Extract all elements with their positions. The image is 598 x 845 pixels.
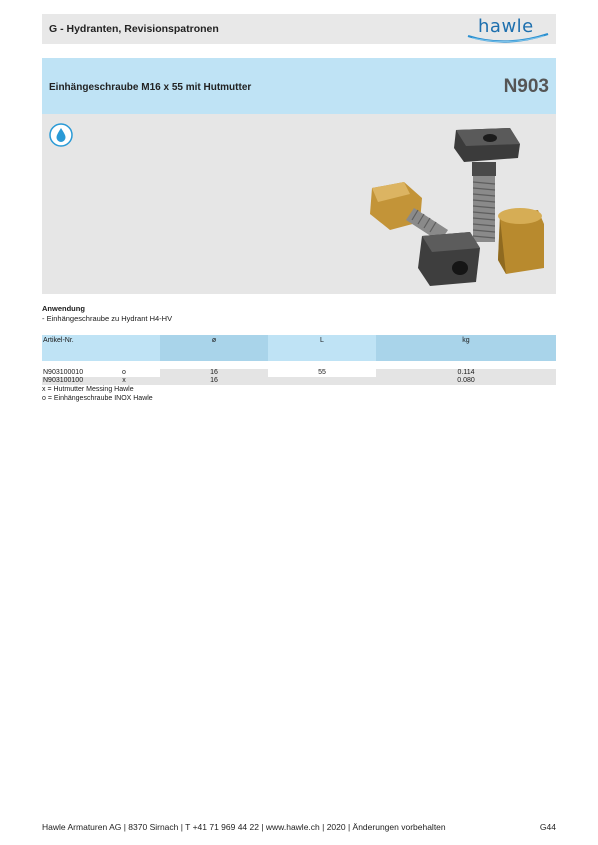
table-gap (42, 361, 556, 369)
category-bar (42, 14, 556, 44)
brand-wordmark: hawle (478, 16, 534, 37)
header-length: L (268, 335, 376, 361)
page-number: G44 (539, 822, 556, 832)
cell-diameter: 16 (160, 377, 268, 385)
header-diameter: ø (160, 335, 268, 361)
header-article-no: Artikel-Nr. (42, 335, 88, 361)
cell-variant: o (88, 369, 160, 377)
cell-weight: 0.114 (376, 369, 556, 377)
legend (42, 385, 153, 403)
table-row (42, 377, 556, 385)
usage-section (42, 304, 172, 323)
product-code: N903 (503, 76, 549, 97)
footer (42, 822, 556, 832)
table-header-row (42, 335, 556, 361)
cell-article-no: N903100010 (42, 369, 88, 377)
hawle-logo (466, 16, 550, 42)
product-image-panel (42, 114, 556, 294)
product-name: Einhängeschraube M16 x 55 mit Hutmutter (49, 82, 252, 93)
cell-diameter: 16 (160, 369, 268, 377)
table-row (42, 369, 556, 377)
legend-item: o = Einhängeschraube INOX Hawle (42, 395, 153, 402)
category-title: G - Hydranten, Revisionspatronen (49, 23, 219, 35)
product-title-bar (42, 58, 556, 114)
cell-weight: 0.080 (376, 377, 556, 385)
cell-article-no: N903100100 (42, 377, 88, 385)
cell-length (268, 377, 376, 385)
product-photo (360, 118, 550, 290)
water-drop-icon (49, 123, 73, 147)
usage-heading: Anwendung (42, 304, 85, 313)
cell-variant: x (88, 377, 160, 385)
header-weight: kg (376, 335, 556, 361)
cell-length: 55 (268, 369, 376, 377)
footer-company: Hawle Armaturen AG | 8370 Sirnach | T +41 71 969 44 22 | www.hawle.ch | 2020 | Änderungen vorbehalten (42, 822, 446, 832)
header-blank (88, 335, 160, 361)
legend-item: x = Hutmutter Messing Hawle (42, 386, 134, 393)
spec-table (42, 335, 556, 385)
usage-item: - Einhängeschraube zu Hydrant H4-HV (42, 314, 173, 323)
